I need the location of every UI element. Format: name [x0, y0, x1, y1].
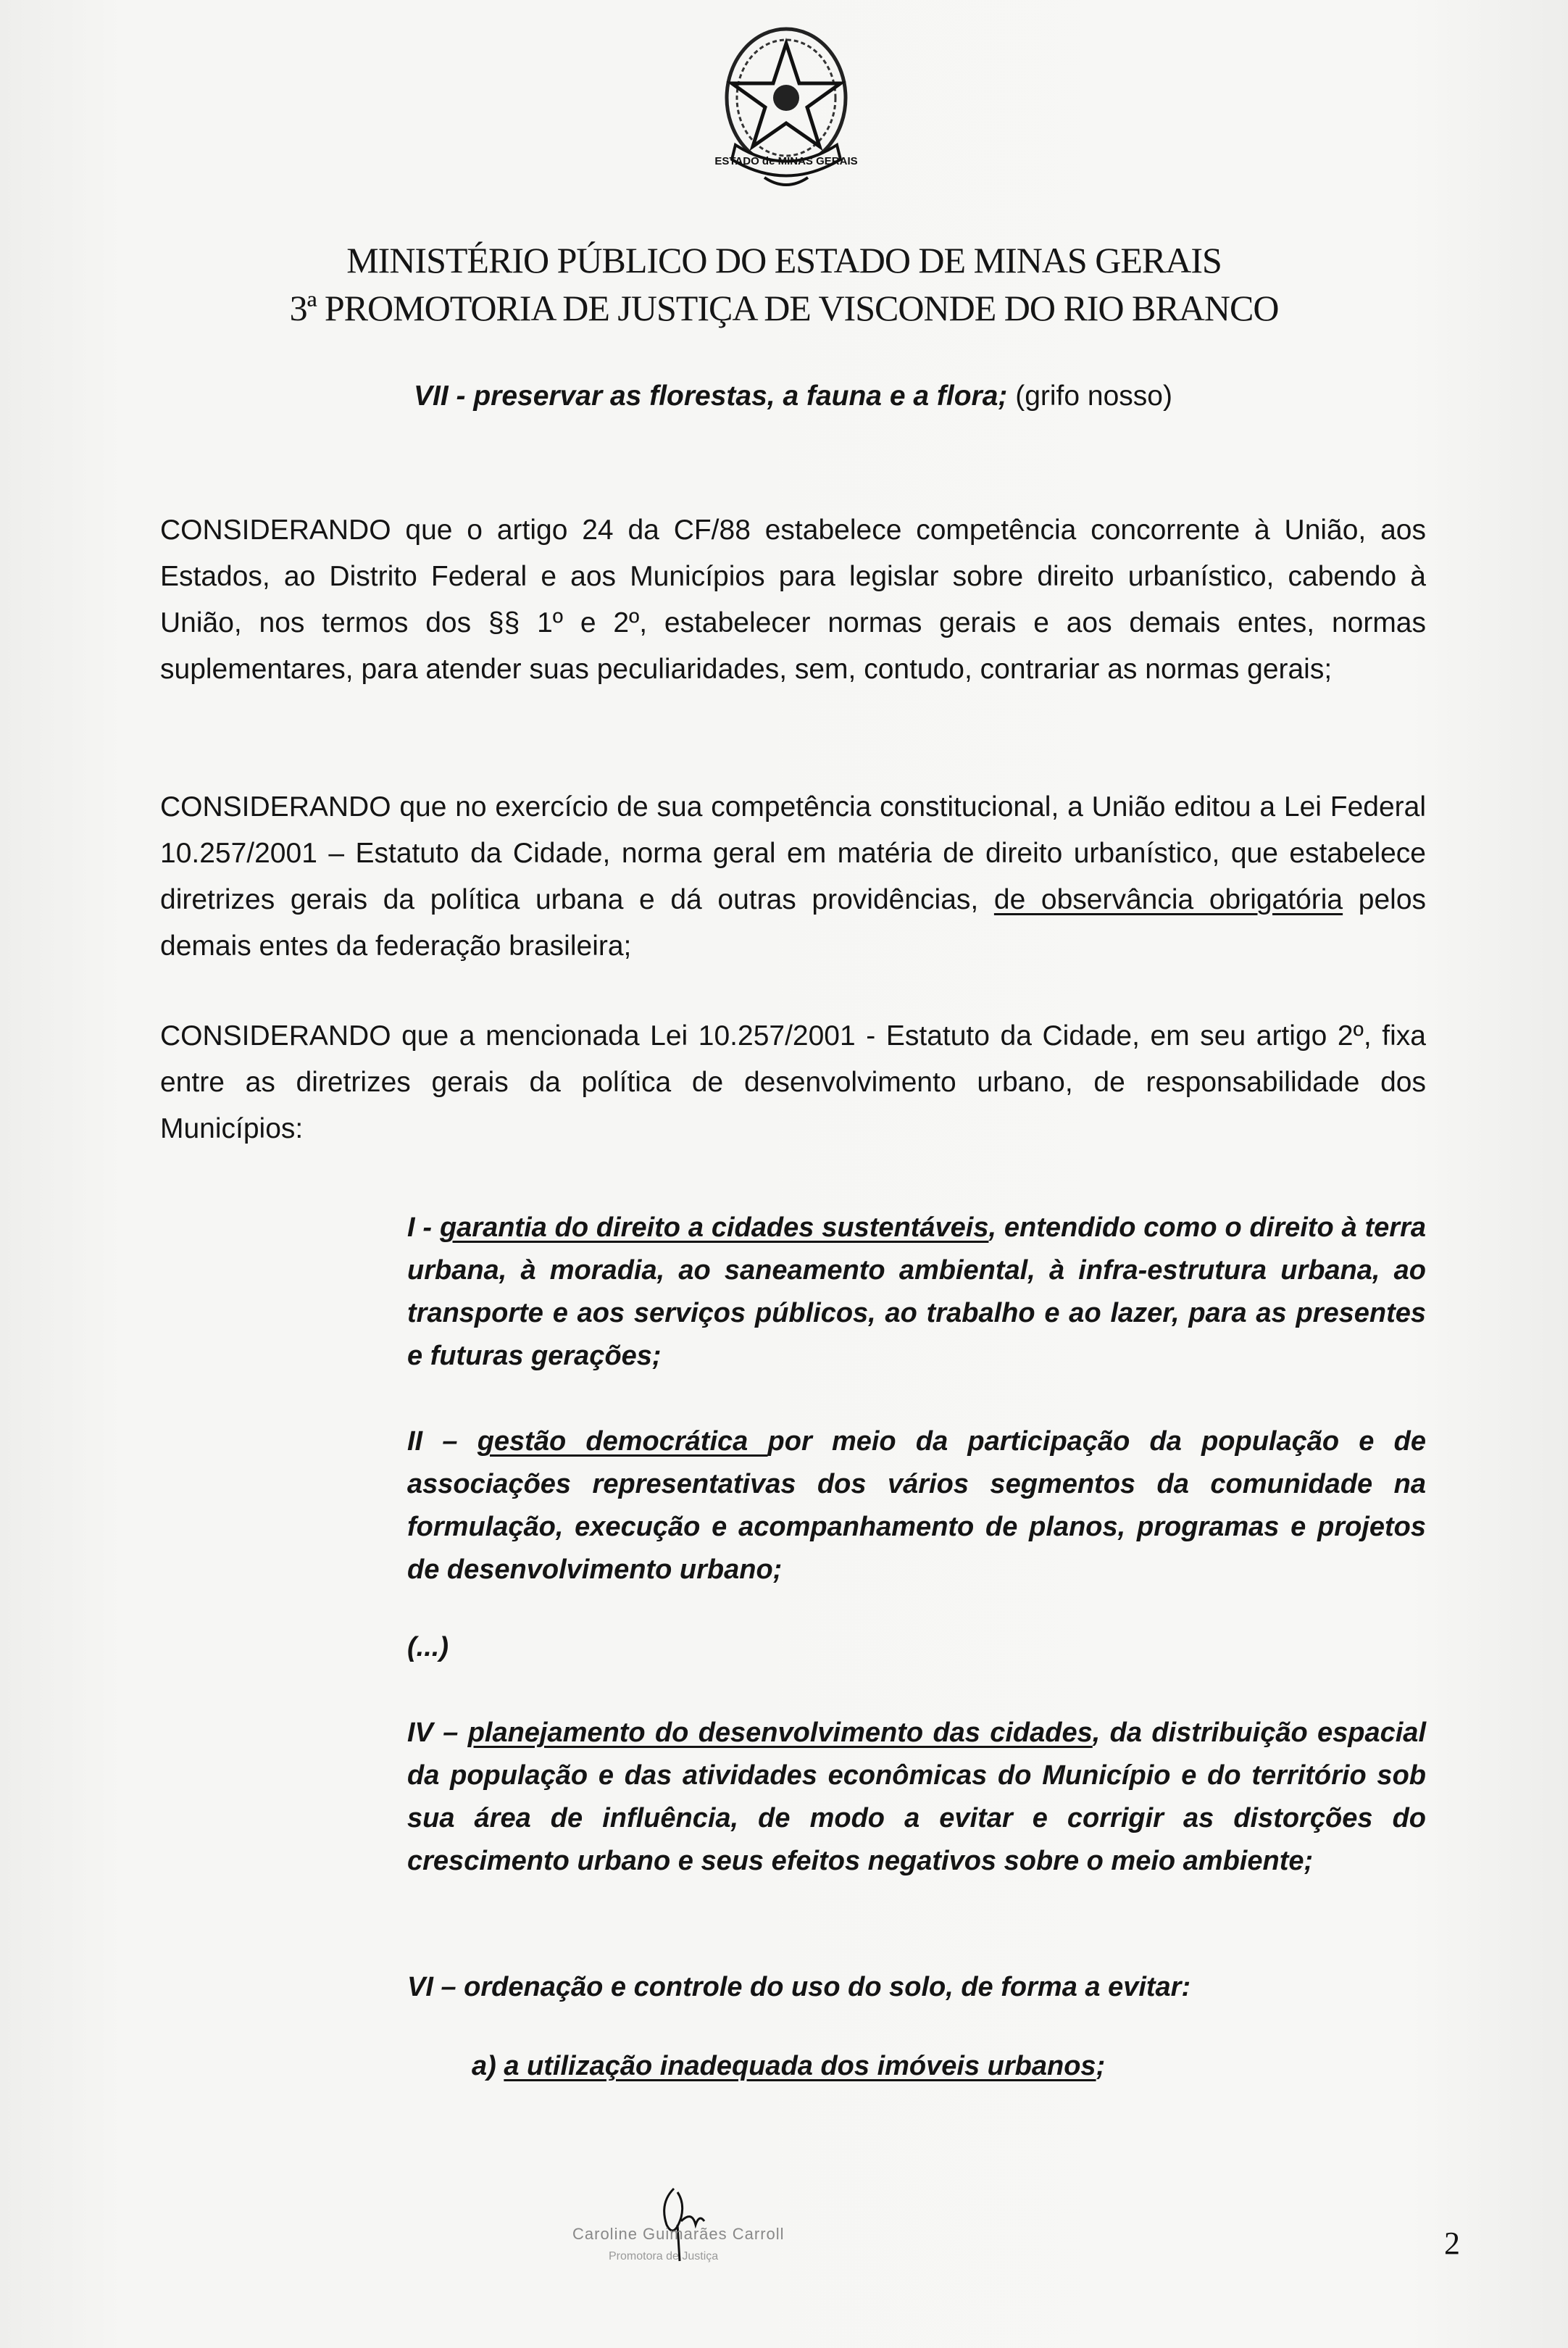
quote-rest: por meio da participação da população e de associações representativas dos vários segmentos da comunidade na formulação, execução e acompanhamento de planos, programas e projetos de desenvolvimento urbano; [407, 1426, 1427, 1585]
paragraph-2-underlined: de observância obrigatória [993, 884, 1343, 915]
quote-prefix: IV – [407, 1718, 468, 1748]
intro-quote-text: VII - preservar as florestas, a fauna e a flora; [414, 380, 1008, 412]
header-line-2: 3ª PROMOTORIA DE JUSTIÇA DE VISCONDE DO RIO BRANCO [289, 288, 1279, 328]
sub-item-rest: ; [1096, 2051, 1106, 2081]
state-coat-of-arms-seal [706, 22, 866, 196]
quote-item-I [407, 1207, 1426, 1378]
sub-item-prefix: a) [472, 2051, 504, 2081]
sub-item-a [472, 2045, 1414, 2088]
signature-name: Caroline Guimarães Carroll [572, 2225, 785, 2243]
quote-rest: , da distribuição espacial da população e das atividades econômicas do Município e do território sob sua área de influência, de modo a evitar e corrigir as distorções do crescimento urbano e seus efeitos negativos sobre o meio ambiente; [407, 1718, 1426, 1876]
page-number: 2 [1444, 2226, 1460, 2261]
intro-quote-note: (grifo nosso) [1007, 380, 1172, 412]
paragraph-3: CONSIDERANDO que a mencionada Lei 10.257/2001 - Estatuto da Cidade, em seu artigo 2º, fixa entre as diretrizes gerais da política de desenvolvimento urbano, de responsabilidade dos Municípios: [160, 1020, 1426, 1144]
paragraph-1: CONSIDERANDO que o artigo 24 da CF/88 estabelece competência concorrente à União, aos Estados, ao Distrito Federal e aos Municípios para legislar sobre direito urbanístico, cabendo à União, nos termos dos §§ 1º e 2º, estabelecer normas gerais e aos demais entes, normas suplementares, para atender suas peculiaridades, sem, contudo, contrariar as normas gerais; [160, 515, 1426, 685]
paragraph-2-rest: pelos demais entes da federação brasileira; [160, 884, 1427, 962]
sub-item-underlined: a utilização inadequada dos imóveis urbanos [504, 2051, 1096, 2081]
quote-prefix: I - [407, 1212, 440, 1243]
quote-prefix: II – [407, 1426, 478, 1457]
quote-underlined: garantia do direito a cidades sustentáveis [439, 1212, 989, 1243]
intro-quote [160, 373, 1426, 420]
quote-ellipsis: (...) [407, 1632, 449, 1662]
quote-underlined: planejamento do desenvolvimento das cidades [467, 1718, 1093, 1748]
svg-text:ESTADO de MINAS GERAIS: ESTADO de MINAS GERAIS [714, 155, 858, 167]
quote-item-II [407, 1420, 1426, 1591]
quote-item-VI: VI – ordenação e controle do uso do solo, de forma a evitar: [407, 1972, 1191, 2002]
quote-rest: , entendido como o direito à terra urbana, à moradia, ao saneamento ambiental, à infra-estrutura urbana, ao transporte e aos serviços públicos, ao trabalho e ao lazer, para as presentes e futuras gerações; [407, 1212, 1427, 1371]
quote-underlined: gestão democrática [477, 1426, 768, 1457]
header-line-1: MINISTÉRIO PÚBLICO DO ESTADO DE MINAS GERAIS [346, 240, 1222, 280]
paragraph-2 [160, 784, 1426, 970]
signature-title: Promotora de Justiça [609, 2250, 719, 2262]
paragraph-2-text: CONSIDERANDO que no exercício de sua competência constitucional, a União editou a Lei Federal 10.257/2001 – Estatuto da Cidade, norma geral em matéria de direito urbanístico, que estabelece diretrizes gerais da política urbana e dá outras providências, [160, 791, 1426, 915]
quote-item-IV [407, 1712, 1426, 1883]
